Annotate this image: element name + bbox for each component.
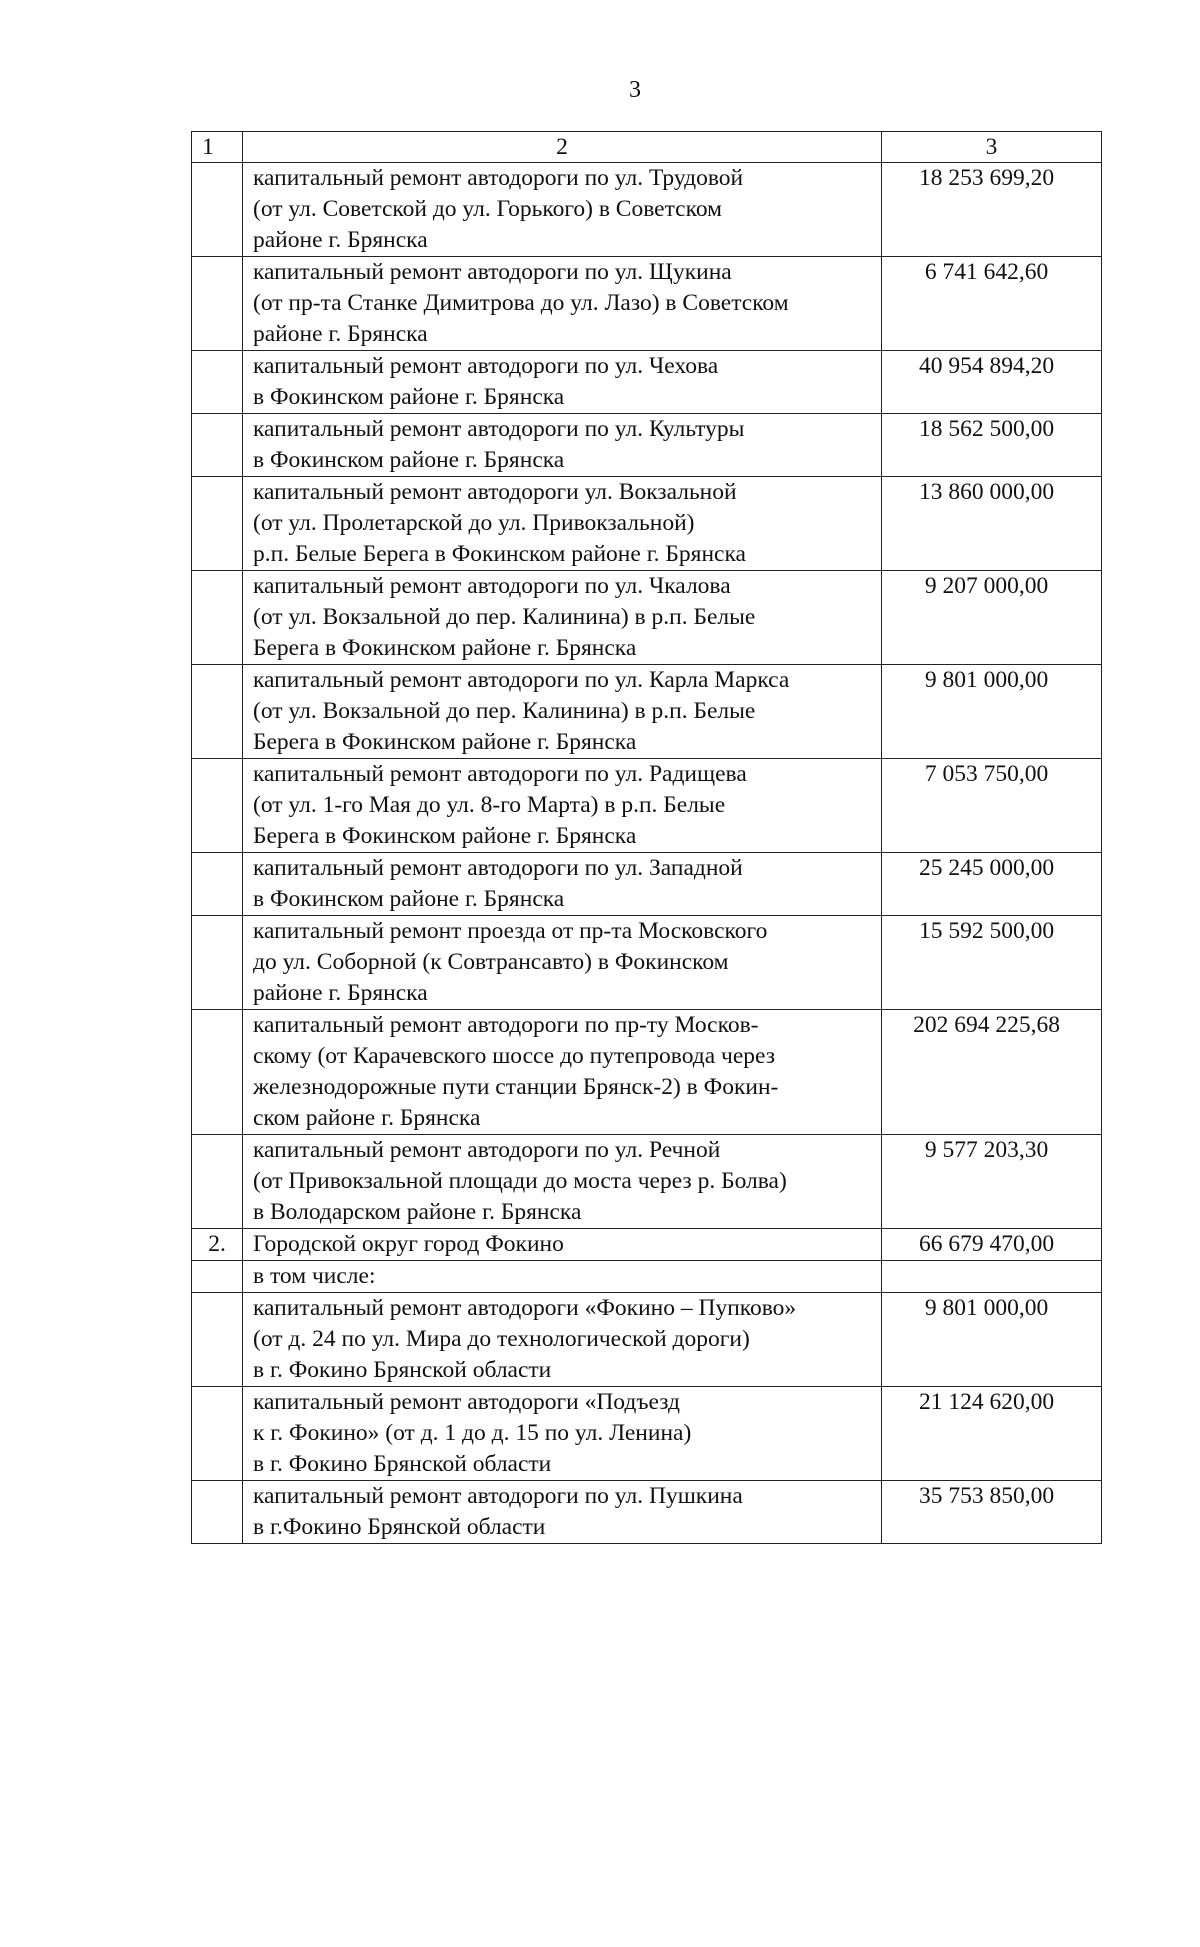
header-cell-3: 3 [882,132,1102,163]
row-number-cell [192,571,243,665]
row-number-cell [192,759,243,853]
row-number-cell [192,257,243,351]
table-row [192,759,1102,853]
row-number-cell: 2. [192,1229,243,1261]
row-number-cell [192,853,243,916]
header-cell-1: 1 [192,132,243,163]
description-cell: Городской округ город Фокино [243,1229,882,1261]
row-number-cell [192,665,243,759]
description-cell: капитальный ремонт автодороги «Подъезд к г. Фокино» (от д. 1 до д. 15 по ул. Ленина) в г. Фокино Брянской области [243,1387,882,1481]
amount-cell: 9 801 000,00 [882,665,1102,759]
description-cell: капитальный ремонт проезда от пр-та Московского до ул. Соборной (к Совтрансавто) в Фокинском районе г. Брянска [243,916,882,1010]
table-row [192,1135,1102,1229]
table-row [192,665,1102,759]
table-row [192,1010,1102,1135]
table-row [192,853,1102,916]
description-cell: капитальный ремонт автодороги по ул. Карла Маркса (от ул. Вокзальной до пер. Калинина) в р.п. Белые Берега в Фокинском районе г. Брянска [243,665,882,759]
amount-cell: 7 053 750,00 [882,759,1102,853]
description-cell: капитальный ремонт автодороги по ул. Трудовой (от ул. Советской до ул. Горького) в Советском районе г. Брянска [243,163,882,257]
amount-cell: 35 753 850,00 [882,1481,1102,1544]
amount-cell: 15 592 500,00 [882,916,1102,1010]
description-cell: капитальный ремонт автодороги по ул. Чкалова (от ул. Вокзальной до пер. Калинина) в р.п. Белые Берега в Фокинском районе г. Брянска [243,571,882,665]
amount-cell: 18 253 699,20 [882,163,1102,257]
page-number: 3 [629,77,641,103]
funding-table [191,131,1102,1544]
amount-cell: 66 679 470,00 [882,1229,1102,1261]
row-number-cell [192,163,243,257]
row-number-cell [192,1010,243,1135]
table-row [192,257,1102,351]
table-row [192,1229,1102,1261]
description-cell: капитальный ремонт автодороги по ул. Западной в Фокинском районе г. Брянска [243,853,882,916]
row-number-cell [192,1293,243,1387]
table-header-row [192,132,1102,163]
table-row [192,571,1102,665]
table-row [192,1293,1102,1387]
row-number-cell [192,351,243,414]
table-row [192,351,1102,414]
amount-cell: 9 801 000,00 [882,1293,1102,1387]
amount-cell: 9 577 203,30 [882,1135,1102,1229]
table-row [192,163,1102,257]
row-number-cell [192,1135,243,1229]
description-cell: капитальный ремонт автодороги по ул. Речной (от Привокзальной площади до моста через р. Болва) в Володарском районе г. Брянска [243,1135,882,1229]
amount-cell [882,1261,1102,1293]
row-number-cell [192,477,243,571]
row-number-cell [192,414,243,477]
description-cell: капитальный ремонт автодороги по ул. Щукина (от пр-та Станке Димитрова до ул. Лазо) в Советском районе г. Брянска [243,257,882,351]
description-cell: капитальный ремонт автодороги по ул. Культуры в Фокинском районе г. Брянска [243,414,882,477]
row-number-cell [192,1387,243,1481]
amount-cell: 18 562 500,00 [882,414,1102,477]
table-row [192,1481,1102,1544]
table-row [192,414,1102,477]
description-cell: капитальный ремонт автодороги «Фокино – Пупково» (от д. 24 по ул. Мира до технологической дороги) в г. Фокино Брянской области [243,1293,882,1387]
description-cell: в том числе: [243,1261,882,1293]
row-number-cell [192,916,243,1010]
amount-cell: 6 741 642,60 [882,257,1102,351]
amount-cell: 21 124 620,00 [882,1387,1102,1481]
description-cell: капитальный ремонт автодороги по ул. Радищева (от ул. 1-го Мая до ул. 8-го Марта) в р.п. Белые Берега в Фокинском районе г. Брянска [243,759,882,853]
table-row [192,1261,1102,1293]
header-cell-2: 2 [243,132,882,163]
description-cell: капитальный ремонт автодороги по пр-ту Москов- скому (от Карачевского шоссе до путепровода через железнодорожные пути станции Брянск-2) в Фокин- ском районе г. Брянска [243,1010,882,1135]
description-cell: капитальный ремонт автодороги ул. Вокзальной (от ул. Пролетарской до ул. Привокзальной) р.п. Белые Берега в Фокинском районе г. Брянска [243,477,882,571]
row-number-cell [192,1261,243,1293]
description-cell: капитальный ремонт автодороги по ул. Чехова в Фокинском районе г. Брянска [243,351,882,414]
table-row [192,916,1102,1010]
amount-cell: 25 245 000,00 [882,853,1102,916]
amount-cell: 13 860 000,00 [882,477,1102,571]
description-cell: капитальный ремонт автодороги по ул. Пушкина в г.Фокино Брянской области [243,1481,882,1544]
table-body [192,132,1102,1544]
amount-cell: 9 207 000,00 [882,571,1102,665]
table-row [192,477,1102,571]
amount-cell: 202 694 225,68 [882,1010,1102,1135]
amount-cell: 40 954 894,20 [882,351,1102,414]
row-number-cell [192,1481,243,1544]
table-row [192,1387,1102,1481]
